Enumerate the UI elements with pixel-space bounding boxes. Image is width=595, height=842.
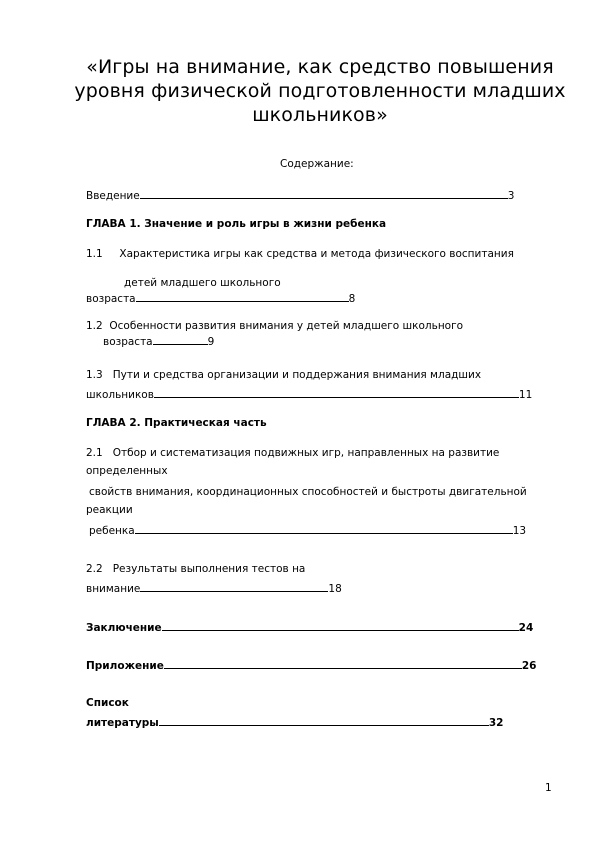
- toc-entry-label: Отбор и систематизация подвижных игр, направленных на развитие: [112, 447, 500, 459]
- toc-page-number: 32: [488, 717, 504, 729]
- toc-entry-label: Результаты выполнения тестов на: [112, 563, 306, 575]
- toc-entry-label: Особенности развития внимания у детей младшего школьного: [109, 320, 464, 332]
- toc-entry-1-1[interactable]: [86, 248, 514, 261]
- toc-entry-2-2[interactable]: [86, 563, 305, 576]
- toc-page-number: 18: [328, 583, 342, 595]
- chapter-1-heading[interactable]: ГЛАВА 1. Значение и роль игры в жизни ребенка: [86, 218, 387, 230]
- leader-line: [153, 334, 208, 345]
- toc-entry-label: ребенка: [89, 525, 135, 537]
- toc-entry-1-2-end[interactable]: [103, 334, 214, 349]
- toc-entry-2-1[interactable]: [86, 447, 499, 460]
- section-number: 2.1: [86, 447, 103, 459]
- toc-page-number: 26: [521, 660, 537, 672]
- section-number: 2.2: [86, 563, 103, 575]
- toc-entry-label: Пути и средства организации и поддержания внимания младших: [112, 369, 482, 381]
- leader-line: [154, 387, 519, 398]
- toc-entry-appendix[interactable]: [86, 658, 537, 673]
- leader-line: [140, 581, 328, 592]
- toc-page-number: 13: [512, 525, 527, 537]
- toc-entry-1-1-cont: детей младшего школьного: [124, 277, 281, 289]
- contents-heading: Содержание:: [280, 158, 354, 170]
- section-number: 1.2: [86, 320, 103, 332]
- toc-page-number: 9: [207, 336, 215, 348]
- toc-entry-label: Приложение: [86, 660, 164, 672]
- toc-entry-1-2[interactable]: [86, 320, 463, 333]
- toc-entry-label: внимание: [86, 583, 141, 595]
- leader-line: [162, 620, 519, 631]
- toc-entry-2-1-cont-3: реакции: [86, 504, 133, 516]
- document-title: [70, 55, 570, 127]
- toc-entry-label: школьников: [86, 389, 154, 401]
- section-number: 1.3: [86, 369, 103, 381]
- toc-entry-2-1-end[interactable]: [89, 523, 526, 538]
- toc-page-number: 11: [518, 389, 533, 401]
- leader-line: [135, 523, 513, 534]
- toc-page-number: 8: [348, 293, 356, 305]
- toc-entry-2-1-cont-1: определенных: [86, 465, 168, 477]
- toc-entry-references[interactable]: [86, 715, 503, 730]
- toc-entry-references-label: Список: [86, 697, 129, 709]
- leader-line: [164, 658, 522, 669]
- section-number: 1.1: [86, 248, 103, 260]
- title-line-3: школьников»: [252, 104, 388, 126]
- toc-page-number: 3: [507, 190, 515, 202]
- toc-entry-1-3[interactable]: [86, 369, 481, 382]
- leader-line: [136, 291, 349, 302]
- toc-entry-conclusion[interactable]: [86, 620, 533, 635]
- leader-line: [140, 188, 508, 199]
- chapter-2-heading[interactable]: ГЛАВА 2. Практическая часть: [86, 417, 267, 429]
- toc-entry-1-1-end[interactable]: [86, 291, 355, 306]
- title-line-2: уровня физической подготовленности младших: [74, 80, 566, 102]
- toc-entry-label: возраста: [86, 293, 136, 305]
- toc-entry-2-1-cont-2: свойств внимания, координационных способностей и быстроты двигательной: [89, 486, 527, 498]
- leader-line: [159, 715, 489, 726]
- toc-entry-label: литературы: [86, 717, 159, 729]
- toc-entry-intro[interactable]: [86, 188, 514, 203]
- toc-page-number: 24: [518, 622, 534, 634]
- title-line-1: «Игры на внимание, как средство повышения: [86, 56, 554, 78]
- toc-entry-1-3-end[interactable]: [86, 387, 532, 402]
- toc-entry-label: Характеристика игры как средства и метода физического воспитания: [119, 248, 514, 260]
- page-number: 1: [545, 782, 552, 794]
- toc-entry-label: Введение: [86, 190, 140, 202]
- toc-entry-label: Заключение: [86, 622, 162, 634]
- toc-entry-2-2-end[interactable]: [86, 581, 342, 596]
- toc-entry-label: возраста: [103, 336, 153, 348]
